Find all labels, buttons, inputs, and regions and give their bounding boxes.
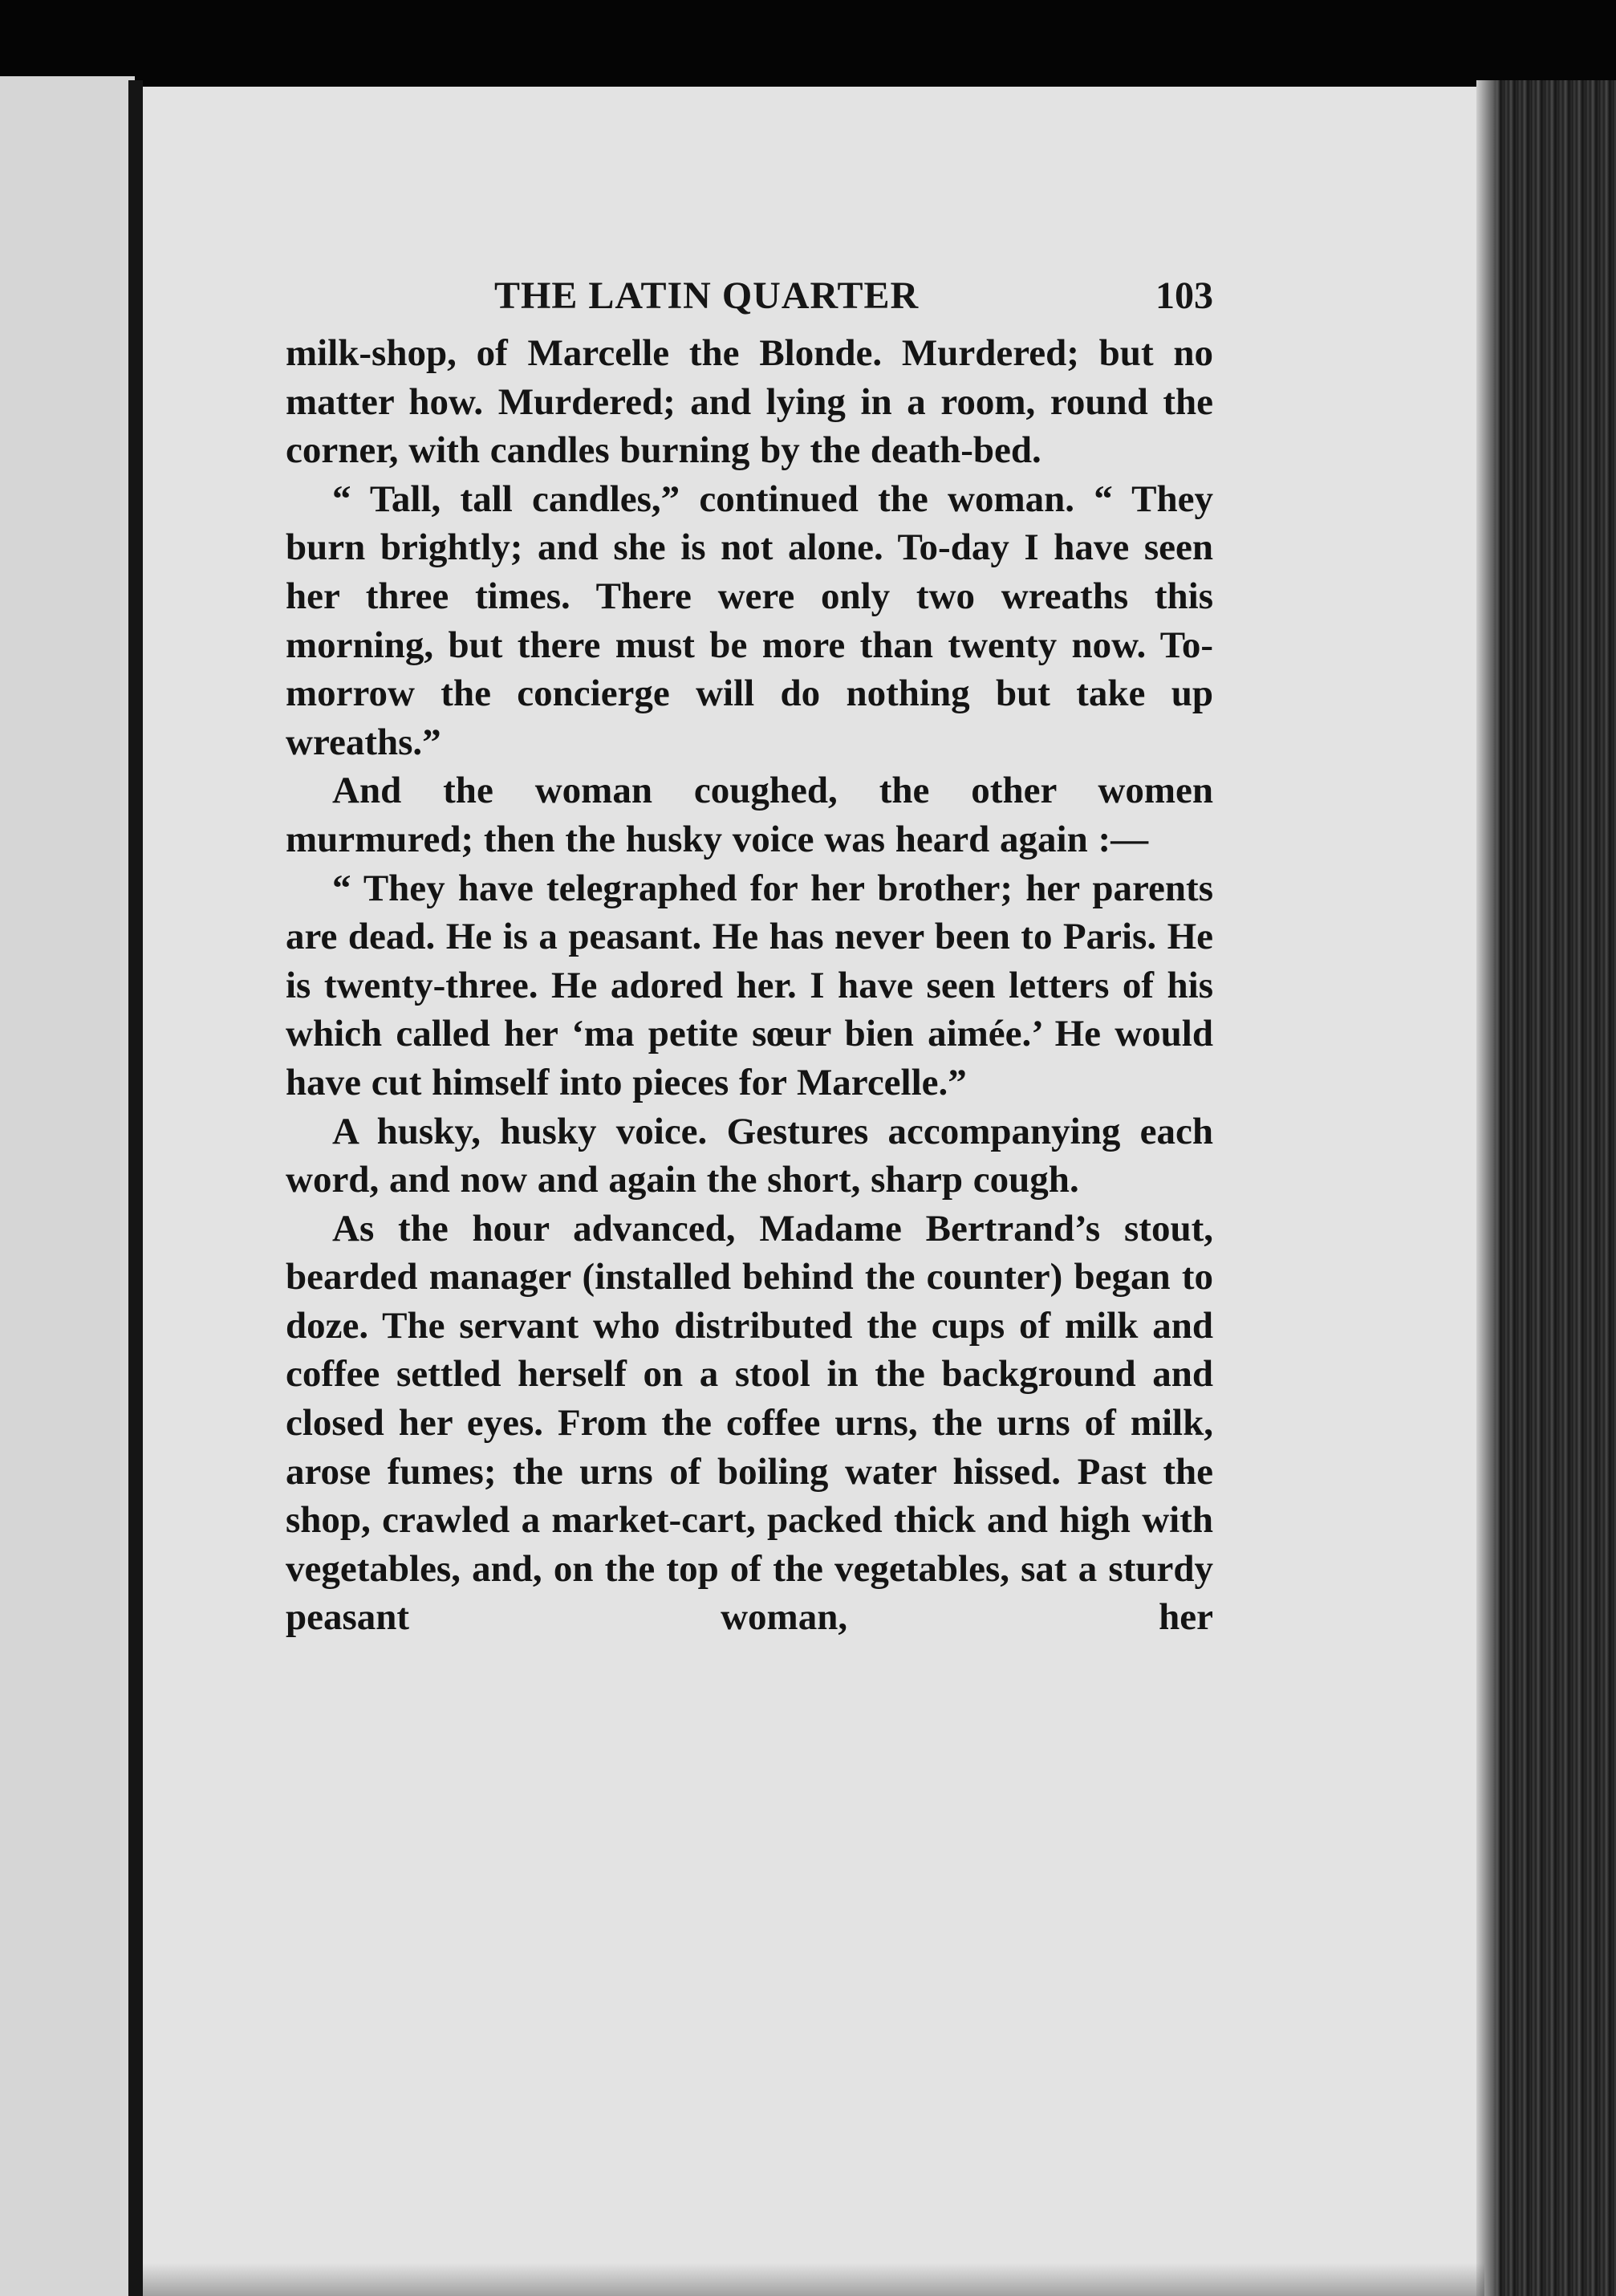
page-number: 103 [1155, 274, 1213, 317]
paragraph-hour-advanced: As the hour advanced, Madame Bertrand’s stout, bearded manager (installed behind the counter) began to doze. The servant who distributed the cups of milk and coffee settled herself on a stool in the background and closed her eyes. From the coffee urns, the urns of milk, arose fumes; the urns of boiling water hissed. Past the shop, crawled a market-cart, packed thick and high with vegetables, and, on the top of the vegetables, sat a sturdy peasant woman, her [286, 1207, 1213, 1639]
paragraph-continued: milk-shop, of Marcelle the Blonde. Murdered; but no matter how. Murdered; and lying in a room, round the corner, with candles burning by the death-bed. [286, 332, 1213, 472]
body-text [286, 329, 1213, 1642]
paragraph-telegraphed: “ They have telegraphed for her brother; her parents are dead. He is a peasant. He has never been to Paris. He is twenty-three. He adored her. I have seen letters of his which called her ‘ma petite sœur bien aimée.’ He would have cut himself into pieces for Marcelle.” [286, 867, 1213, 1103]
scan-border-top [0, 0, 1616, 88]
paragraph-husky-voice: A husky, husky voice. Gestures accompanying each word, and now and again the short, sharp cough. [286, 1110, 1213, 1201]
page-block-edge [1476, 80, 1616, 2296]
running-title: THE LATIN QUARTER [494, 274, 920, 317]
book-gutter [128, 80, 143, 2296]
running-header [286, 270, 1213, 323]
facing-page-edge [0, 76, 135, 2296]
paragraph-tall-candles: “ Tall, tall candles,” continued the woman. “ They burn brightly; and she is not alone. To-day I have seen her three times. There were only two wreaths this morning, but there must be more than twenty now. To-morrow the concierge will do nothing but take up wreaths.” [286, 477, 1213, 763]
paragraph-woman-coughed: And the woman coughed, the other women murmured; then the husky voice was heard again :— [286, 770, 1213, 860]
page-bottom-shadow [143, 2263, 1484, 2296]
